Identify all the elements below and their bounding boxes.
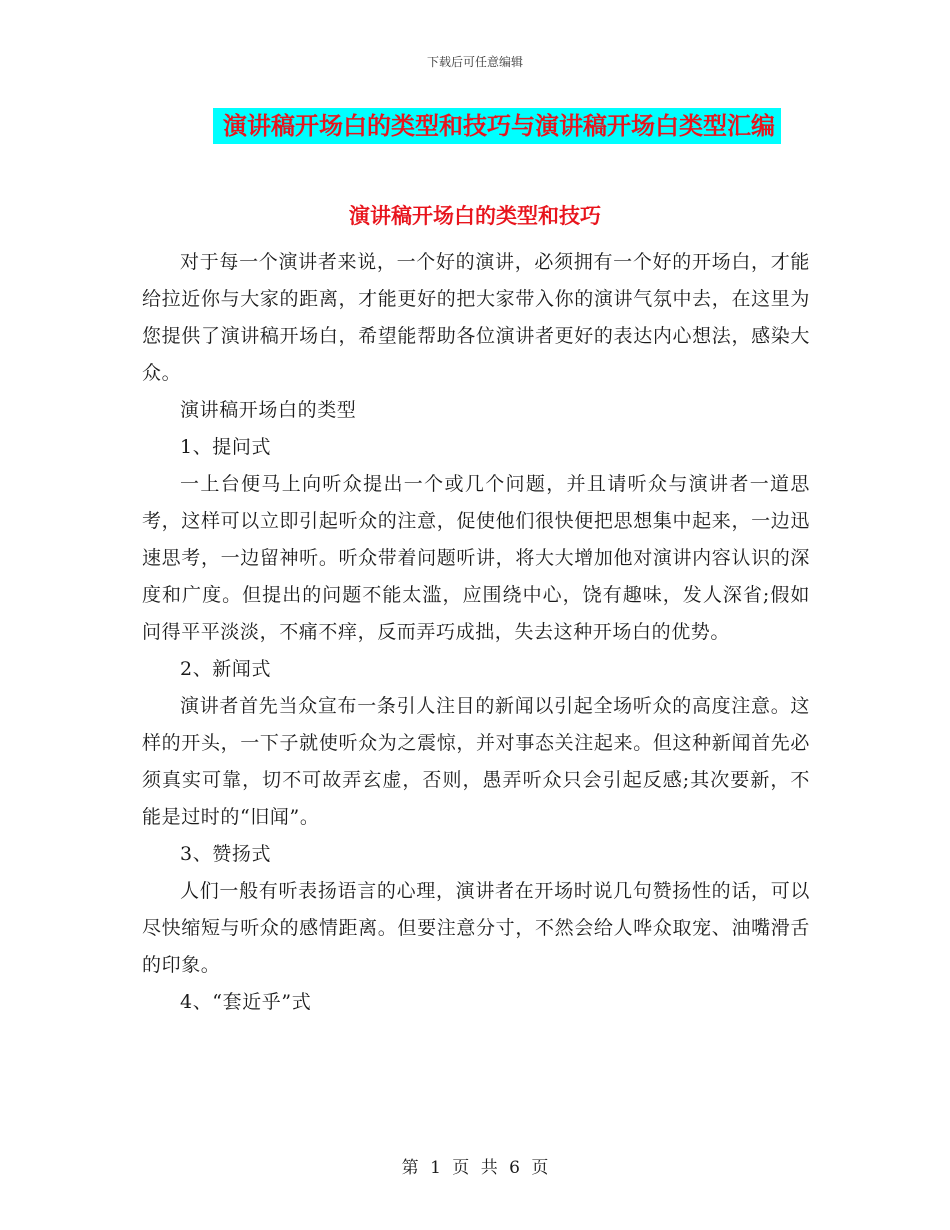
paragraph-praise: 人们一般有听表扬语言的心理，演讲者在开场时说几句赞扬性的话，可以尽快缩短与听众的感情距离。但要注意分寸，不然会给人哗众取宠、油嘴滑舌的印象。 (142, 880, 810, 976)
sub-title: 演讲稿开场白的类型和技巧 (349, 204, 601, 228)
body-text (142, 244, 810, 1021)
paragraph-intro: 对于每一个演讲者来说，一个好的演讲，必须拥有一个好的开场白，才能给拉近你与大家的距离，才能更好的把大家带入你的演讲气氛中去，在这里为您提供了演讲稿开场白，希望能帮助各位演讲者更好的表达内心想法，感染大众。 (142, 251, 810, 384)
header-note: 下载后可任意编辑 (426, 55, 523, 69)
item-heading-praise: 3、赞扬式 (180, 843, 272, 865)
main-title: 演讲稿开场白的类型和技巧与演讲稿开场白类型汇编 (213, 108, 781, 144)
section-heading-types: 演讲稿开场白的类型 (180, 399, 357, 421)
page-footer: 第 1 页 共 6 页 (401, 1158, 549, 1178)
item-heading-news: 2、新闻式 (180, 658, 272, 680)
paragraph-question: 一上台便马上向听众提出一个或几个问题，并且请听众与演讲者一道思考，这样可以立即引起听众的注意，促使他们很快便把思想集中起来，一边迅速思考，一边留神听。听众带着问题听讲，将大大增加他对演讲内容认识的深度和广度。但提出的问题不能太滥，应围绕中心，饶有趣味，发人深省;假如问得平平淡淡，不痛不痒，反而弄巧成拙，失去这种开场白的优势。 (142, 473, 810, 643)
item-heading-question: 1、提问式 (180, 436, 272, 458)
paragraph-news: 演讲者首先当众宣布一条引人注目的新闻以引起全场听众的高度注意。这样的开头，一下子就使听众为之震惊，并对事态关注起来。但这种新闻首先必须真实可靠，切不可故弄玄虚，否则，愚弄听众只会引起反感;其次要新，不能是过时的“旧闻”。 (142, 695, 810, 828)
main-title-wrap (0, 108, 950, 144)
item-heading-rapport: 4、“套近乎”式 (180, 991, 312, 1013)
